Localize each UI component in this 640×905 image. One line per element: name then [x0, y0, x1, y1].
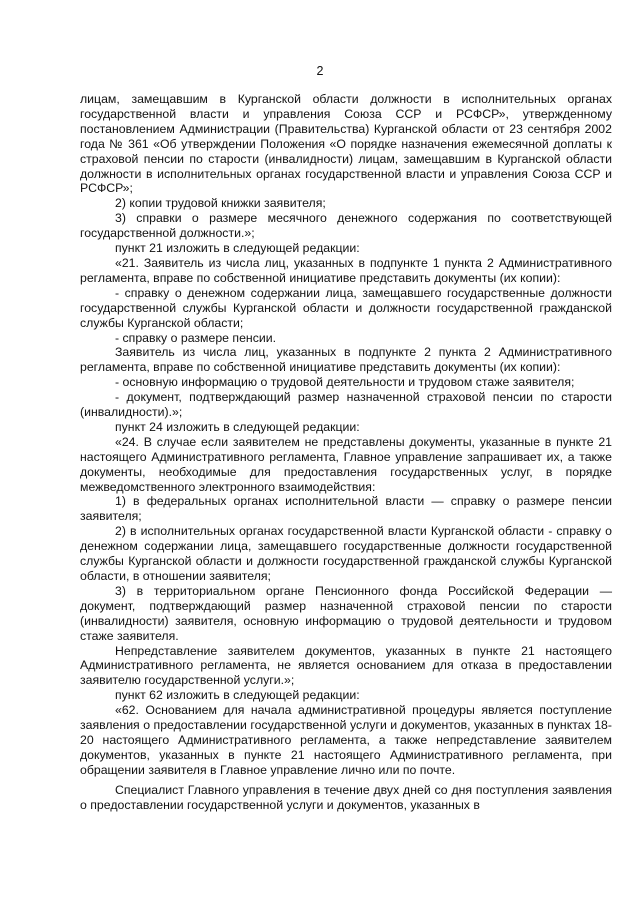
- paragraph: «21. Заявитель из числа лиц, указанных в подпункте 1 пункта 2 Административного регламента, вправе по собственной инициативе представить документы (их копии):: [80, 255, 612, 285]
- paragraph: 3) в территориальном органе Пенсионного фонда Российской Федерации — документ, подтверждающий размер назначенной страховой пенсии по старости (инвалидности) заявителя, основную информацию о трудовой деятельности и трудовом стаже заявителя.: [80, 583, 612, 643]
- paragraph: Непредставление заявителем документов, указанных в пункте 21 настоящего Административного регламента, не является основанием для отказа в предоставлении заявителю государственной услуги.»;: [80, 643, 612, 688]
- paragraph: Заявитель из числа лиц, указанных в подпункте 2 пункта 2 Административного регламента, вправе по собственной инициативе представить документы (их копии):: [80, 345, 612, 375]
- paragraph: Специалист Главного управления в течение двух дней со дня поступления заявления о предоставлении государственной услуги и документов, указанных в: [80, 782, 612, 812]
- document-body: [80, 92, 612, 813]
- paragraph: - основную информацию о трудовой деятельности и трудовом стаже заявителя;: [115, 375, 575, 390]
- paragraph: «62. Основанием для начала административной процедуры является поступление заявления о предоставлении государственной услуги и документов, указанных в пунктах 18-20 настоящего Административного регламента, а также непредставление заявителем документов, указанных в пункте 21 настоящего Административного регламента, при обращении заявителя в Главное управление лично или по почте.: [80, 703, 612, 777]
- paragraph: пункт 24 изложить в следующей редакции:: [115, 419, 360, 434]
- paragraph: 1) в федеральных органах исполнительной власти — справку о размере пенсии заявителя;: [80, 494, 612, 524]
- paragraph: 2) в исполнительных органах государственной власти Курганской области - справку о денежном содержании лица, замещавшего государственные должности государственной службы Курганской области и должности государственной гражданской службы Курганской области, в отношении заявителя;: [80, 524, 612, 583]
- paragraph: лицам, замещавшим в Курганской области должности в исполнительных органах государственной власти и управления Союза ССР и РСФСР», утвержденному постановлением Администрации (Правительства) Курганской области от 23 сентября 2002 года № 361 «Об утверждении Положения «О порядке назначения ежемесячной доплаты к страховой пенсии по старости (инвалидности) лицам, замещавшим в Курганской области должности в исполнительных органах государственной власти и управления Союза ССР и РСФСР»;: [80, 92, 612, 196]
- paragraph: «24. В случае если заявителем не представлены документы, указанные в пункте 21 настоящего Административного регламента, Главное управление запрашивает их, а также документы, необходимые для предоставления государственных услуг, в порядке межведомственного электронного взаимодействия:: [80, 434, 612, 494]
- paragraph: 3) справки о размере месячного денежного содержания по соответствующей государственной должности.»;: [80, 211, 612, 241]
- paragraph: - документ, подтверждающий размер назначенной страховой пенсии по старости (инвалидности).»;: [80, 390, 612, 420]
- page-number: 2: [316, 64, 324, 78]
- paragraph: - справку о денежном содержании лица, замещавшего государственные должности государственной службы Курганской области и должности государственной гражданской службы Курганской области;: [80, 285, 612, 330]
- paragraph: 2) копии трудовой книжки заявителя;: [115, 196, 326, 211]
- paragraph: пункт 62 изложить в следующей редакции:: [115, 688, 360, 703]
- paragraph: пункт 21 изложить в следующей редакции:: [115, 241, 360, 256]
- paragraph: - справку о размере пенсии.: [115, 330, 277, 345]
